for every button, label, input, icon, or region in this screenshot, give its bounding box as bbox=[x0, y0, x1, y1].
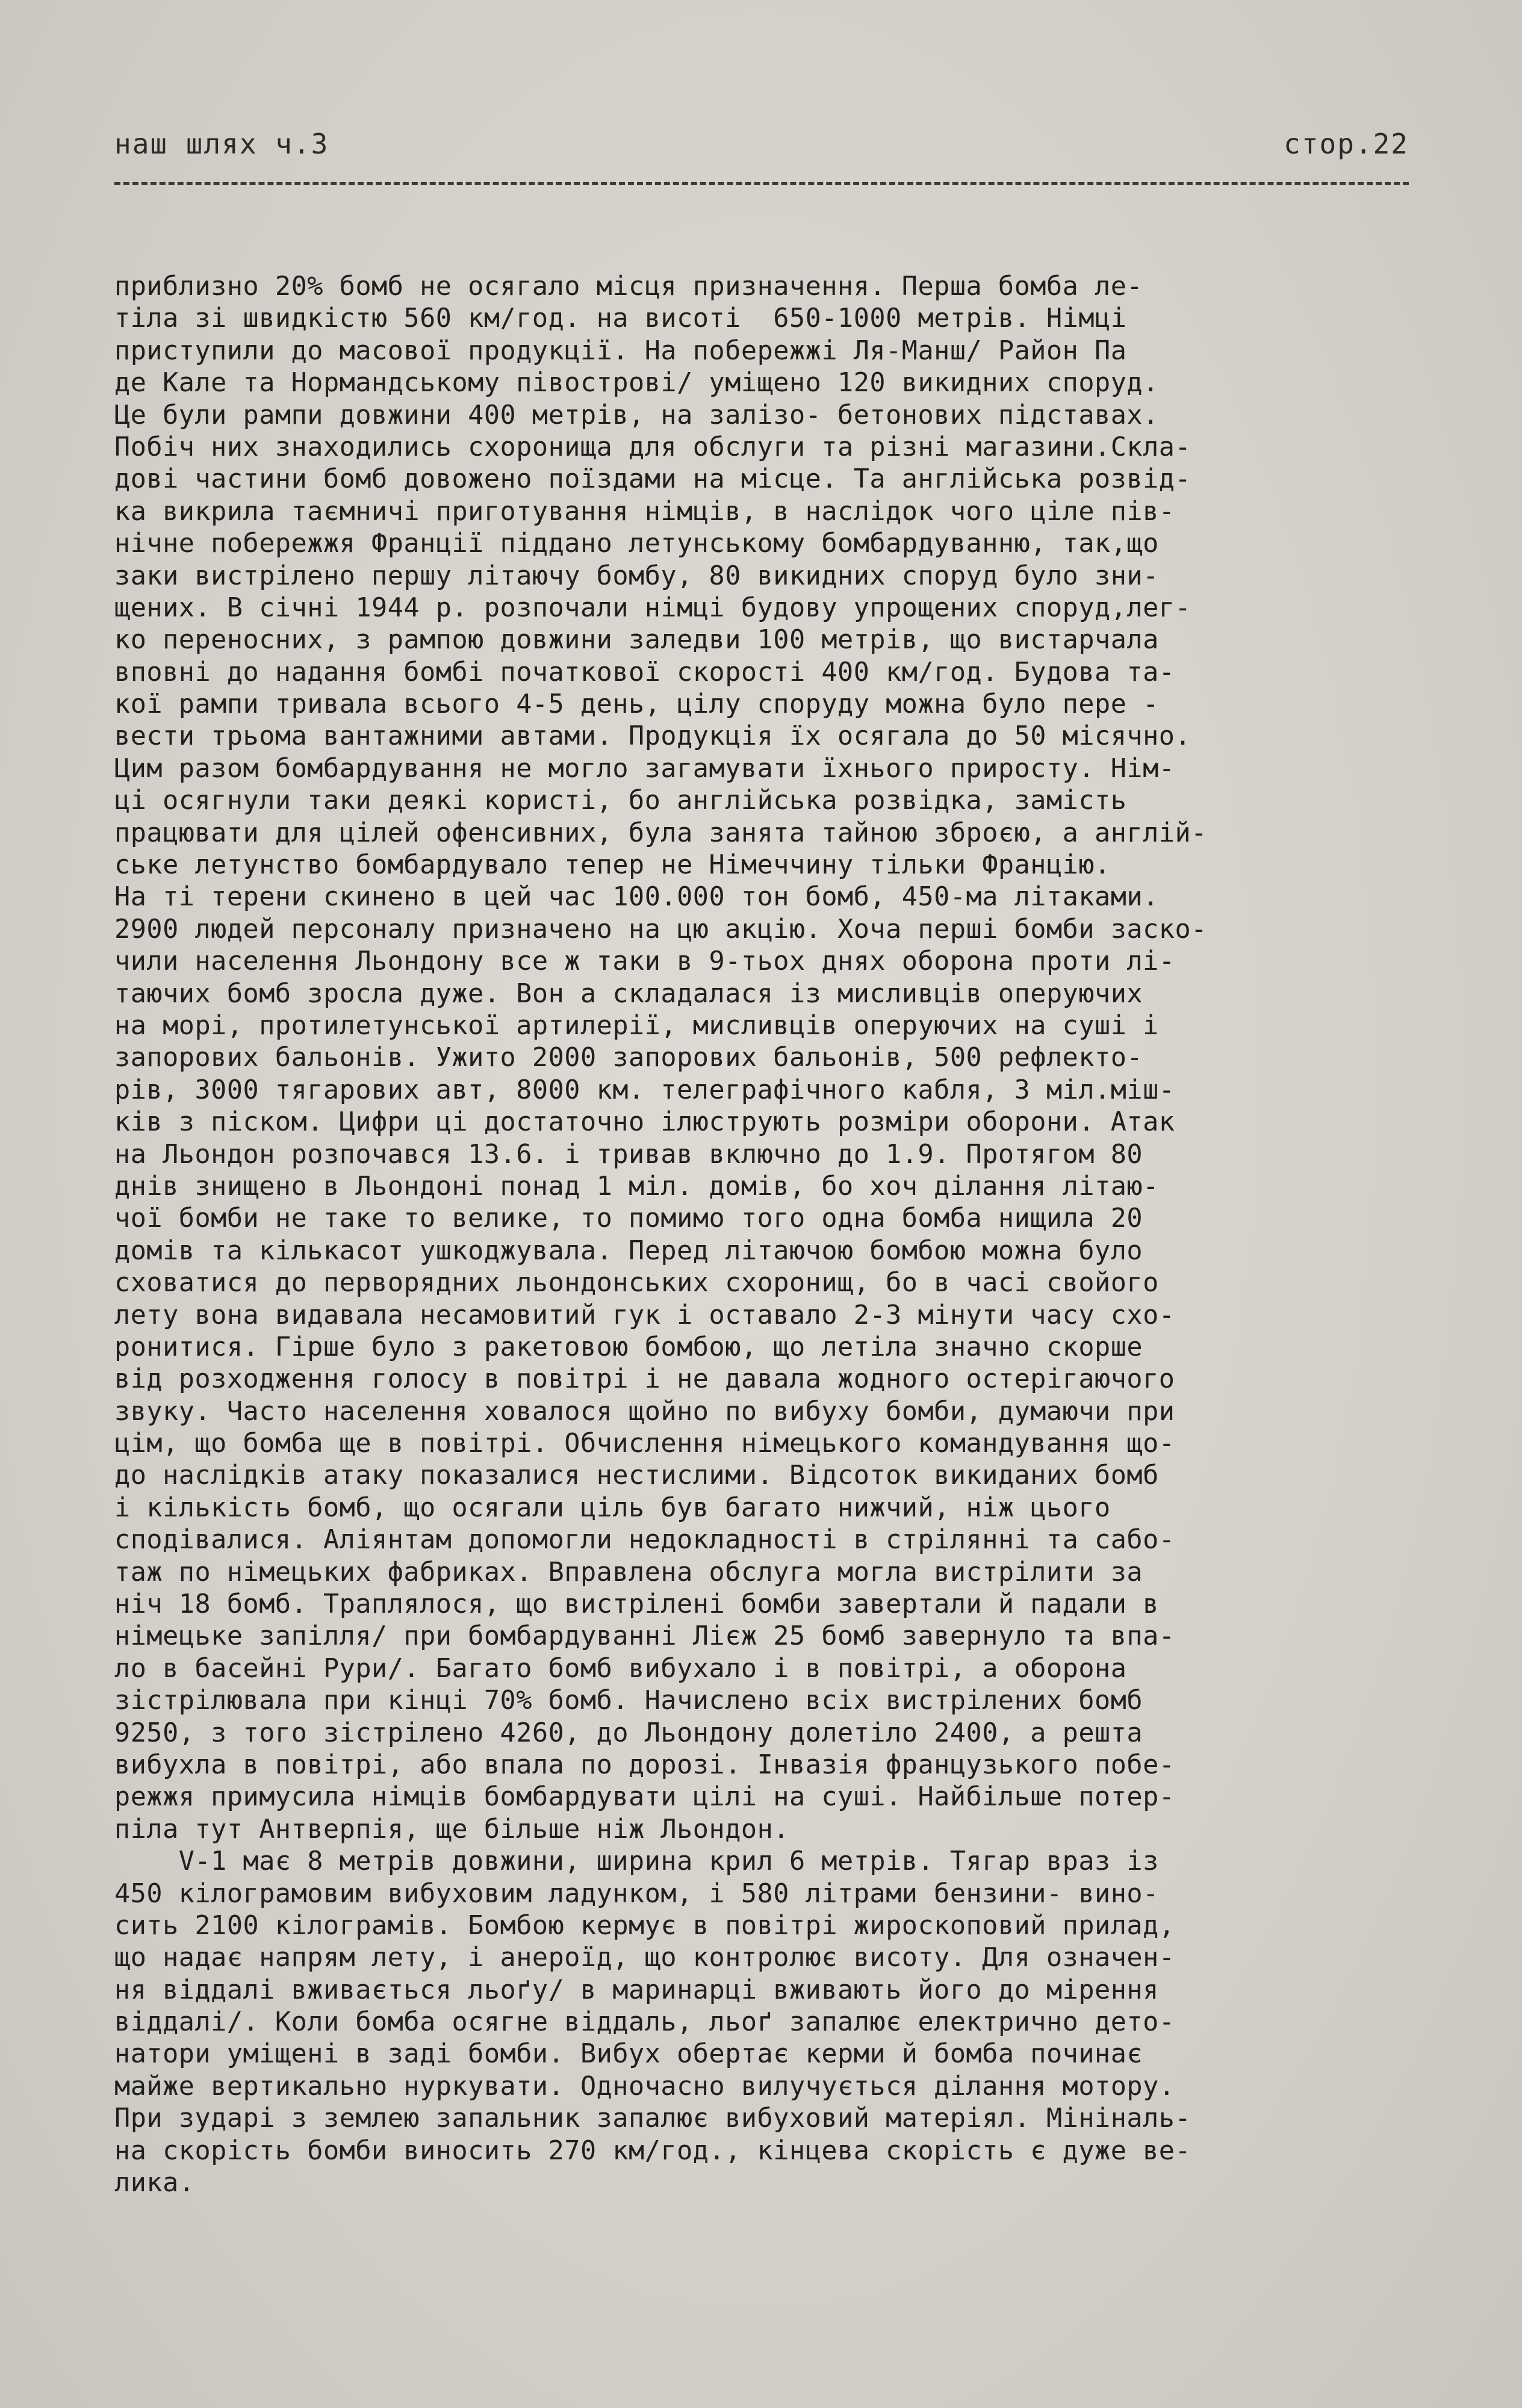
text-line: сховатися до перворядних льондонських схоронищ, бо в часі свойого bbox=[114, 1268, 1159, 1299]
text-line: сить 2100 кілограмів. Бомбою кермує в повітрі жироскоповий прилад, bbox=[114, 1910, 1175, 1941]
text-line: вести трьома вантажними автами. Продукція їх осягала до 50 місячно. bbox=[114, 721, 1191, 752]
text-line: від розходження голосу в повітрі і не давала жодного остерігаючого bbox=[114, 1364, 1175, 1395]
text-line: ка викрила таємничі приготування німців, в наслідок чого ціле пів- bbox=[114, 496, 1175, 527]
text-line: щених. В січні 1944 р. розпочали німці будову упрощених споруд,лег- bbox=[114, 592, 1191, 623]
text-line: таючих бомб зросла дуже. Вон а складалася із мисливців оперуючих bbox=[114, 978, 1143, 1009]
text-line: чили населення Льондону все ж таки в 9-тьох днях оборона проти лі- bbox=[114, 946, 1175, 977]
text-line: 450 кілограмовим вибуховим ладунком, і 580 літрами бензини- вино- bbox=[114, 1878, 1159, 1909]
text-line: лика. bbox=[114, 2168, 195, 2199]
text-line: режжя примусила німців бомбардувати цілі на суші. Найбільше потер- bbox=[114, 1782, 1175, 1813]
text-line: працювати для цілей офенсивних, була занята тайною зброєю, а англій- bbox=[114, 818, 1207, 848]
text-line: сподівалися. Аліянтам допомогли недокладності в стрілянні та сабо- bbox=[114, 1525, 1175, 1556]
text-line: зістрілювала при кінці 70% бомб. Начислено всіх вистрілених бомб bbox=[114, 1686, 1143, 1716]
text-line: домів та кількасот ушкоджувала. Перед літаючою бомбою можна було bbox=[114, 1235, 1143, 1266]
text-line: Цим разом бомбардування не могло загамувати їхнього приросту. Нім- bbox=[114, 753, 1175, 784]
text-line: лету вона видавала несамовитий гук і оставало 2-3 мінути часу схо- bbox=[114, 1300, 1175, 1330]
text-line: днів знищено в Льондоні понад 1 міл. домів, бо хоч ділання літаю- bbox=[114, 1171, 1159, 1202]
text-line: майже вертикально нуркувати. Одночасно вилучується ділання мотору. bbox=[114, 2071, 1175, 2102]
text-line: ків з піском. Цифри ці достаточно ілюструють розміри оборони. Атак bbox=[114, 1107, 1175, 1138]
text-line: таж по німецьких фабриках. Вправлена обслуга могла вистрілити за bbox=[114, 1557, 1143, 1587]
header-publication-title: наш шлях ч.3 bbox=[114, 128, 329, 160]
header-divider bbox=[114, 182, 1409, 185]
text-line: цім, що бомба ще в повітрі. Обчислення німецького командування що- bbox=[114, 1429, 1175, 1459]
text-line: вповні до надання бомбі початкової скорості 400 км/год. Будова та- bbox=[114, 657, 1175, 687]
text-line: на скорість бомби виносить 270 км/год., кінцева скорість є дуже ве- bbox=[114, 2135, 1191, 2166]
text-line: вибухла в повітрі, або впала по дорозі. Інвазія французького побе- bbox=[114, 1749, 1175, 1780]
text-line: чої бомби не таке то велике, то помимо того одна бомба нищила 20 bbox=[114, 1203, 1143, 1234]
text-line: дові частини бомб довожено поїздами на місце. Та англійська розвід- bbox=[114, 464, 1191, 495]
text-line: ло в басейні Рури/. Багато бомб вибухало і в повітрі, а оборона bbox=[114, 1653, 1127, 1684]
text-line: на Льондон розпочався 13.6. і тривав включно до 1.9. Протягом 80 bbox=[114, 1139, 1143, 1170]
text-line: ці осягнули таки деякі користі, бо англійська розвідка, замість bbox=[114, 786, 1127, 816]
header-page-number: стор.22 bbox=[1284, 128, 1409, 160]
text-line: натори уміщені в заді бомби. Вибух обертає керми й бомба починає bbox=[114, 2039, 1143, 2070]
page-header bbox=[114, 128, 1409, 194]
text-line: приблизно 20% бомб не осягало місця призначення. Перша бомба ле- bbox=[114, 272, 1143, 302]
text-line: ко переносних, з рампою довжини заледви 100 метрів, що вистарчала bbox=[114, 625, 1159, 656]
text-line: ське летунство бомбардувало тепер не Німеччину тільки Францію. bbox=[114, 850, 1111, 881]
text-line: віддалі/. Коли бомба осягне віддаль, льоґ запалює електрично дето- bbox=[114, 2007, 1175, 2038]
text-line: ніч 18 бомб. Траплялося, що вистрілені бомби завертали й падали в bbox=[114, 1589, 1159, 1620]
text-line: на морі, протилетунської артилерії, мисливців оперуючих на суші і bbox=[114, 1010, 1159, 1041]
text-line: 9250, з того зістрілено 4260, до Льондону долетіло 2400, а решта bbox=[114, 1718, 1143, 1748]
text-line: піла тут Антверпія, ще більше ніж Льондон. bbox=[114, 1814, 789, 1845]
text-line: німецьке запілля/ при бомбардуванні Лієж 25 бомб завернуло та впа- bbox=[114, 1621, 1175, 1652]
text-line: приступили до масової продукції. На побережжі Ля-Манш/ Район Па bbox=[114, 335, 1127, 366]
text-line: Побіч них знаходились схоронища для обслуги та різні магазини.Скла- bbox=[114, 432, 1191, 462]
text-line: Це були рампи довжини 400 метрів, на залізо- бетонових підставах. bbox=[114, 400, 1159, 430]
text-line: і кількість бомб, що осягали ціль був багато нижчий, ніж цього bbox=[114, 1492, 1111, 1523]
text-line: нічне побережжя Франції піддано летунському бомбардуванню, так,що bbox=[114, 529, 1159, 559]
text-line: V-1 має 8 метрів довжини, ширина крил 6 метрів. Тягар враз із bbox=[114, 1846, 1159, 1877]
text-line: рів, 3000 тягарових авт, 8000 км. телеграфічного кабля, 3 міл.міш- bbox=[114, 1075, 1175, 1105]
text-line: ронитися. Гірше було з ракетовою бомбою, що летіла значно скорше bbox=[114, 1332, 1143, 1362]
text-line: запорових бальонів. Ужито 2000 запорових бальонів, 500 рефлекто- bbox=[114, 1043, 1143, 1073]
text-line: що надає напрям лету, і анероїд, що контролює висоту. Для означен- bbox=[114, 1943, 1175, 1973]
text-line: При зударі з землею запальник запалює вибуховий матеріял. Мініналь- bbox=[114, 2103, 1191, 2134]
text-line: до наслідків атаку показалися нестислими. Відсоток викиданих бомб bbox=[114, 1460, 1159, 1491]
text-line: 2900 людей персоналу призначено на цю акцію. Хоча перші бомби заско- bbox=[114, 914, 1207, 945]
text-line: тіла зі швидкістю 560 км/год. на висоті 650-1000 метрів. Німці bbox=[114, 303, 1127, 334]
text-line: кої рампи тривала всього 4-5 день, цілу споруду можна було пере - bbox=[114, 689, 1159, 720]
text-line: ня віддалі вживається льоґу/ в маринарці вживають його до мірення bbox=[114, 1975, 1159, 2005]
text-line: заки вистрілено першу літаючу бомбу, 80 викидних споруд було зни- bbox=[114, 560, 1159, 591]
text-line: звуку. Часто населення ховалося щойно по вибуху бомби, думаючи при bbox=[114, 1396, 1175, 1427]
text-line: де Кале та Нормандському півострові/ уміщено 120 викидних споруд. bbox=[114, 368, 1159, 399]
body-text bbox=[114, 271, 1457, 2199]
text-line: На ті терени скинено в цей час 100.000 тон бомб, 450-ма літаками. bbox=[114, 882, 1159, 913]
